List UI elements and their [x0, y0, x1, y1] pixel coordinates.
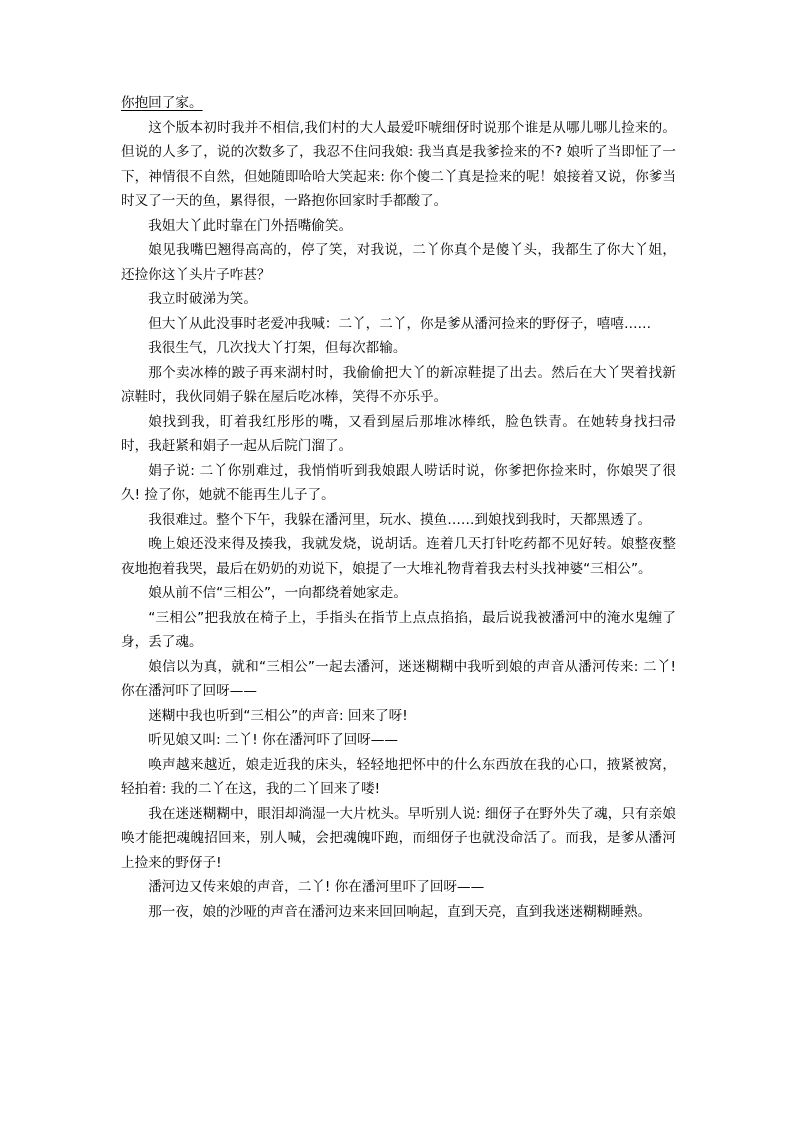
paragraph-20: 潘河边又传来娘的声音，二丫! 你在潘河里吓了回呀—— [148, 879, 485, 895]
paragraph-2: 这个版本初时我并不相信,我们村的大人最爱吓唬细伢时说那个谁是从哪儿哪儿捡来的。但说的人多了，说的次数多了，我忍不住问我娘: 我当真是我爹捡来的不? 娘听了当即怔了一下，神情很不自然，但她随即哈哈大笑起来: 你个傻二丫真是捡来的呢！娘接着又说，你爹当时叉了一天的鱼，累得很，一路抱你回家时手都酸了。 [121, 119, 676, 209]
paragraph-1: 你抱回了家。 [121, 95, 203, 111]
paragraph-19: 我在迷迷糊糊中，眼泪却淌湿一大片枕头。早听别人说: 细伢子在野外失了魂，只有亲娘唤才能把魂魄招回来，别人喊，会把魂魄吓跑，而细伢子也就没命活了。而我，是爹从潘河上捡来的野伢子! [121, 805, 676, 871]
paragraph-17: 听见娘又叫: 二丫! 你在潘河吓了回呀—— [148, 732, 398, 748]
paragraph-14: “三相公”把我放在椅子上，手指头在指节上点点掐掐，最后说我被潘河中的淹水鬼缠了身，丢了魂。 [121, 609, 676, 650]
paragraph-6: 但大丫从此没事时老爱冲我喊：二丫，二丫，你是爹从潘河捡来的野伢子，嘻嘻…… [148, 315, 652, 332]
paragraph-13: 娘从前不信“三相公”，一向都绕着她家走。 [148, 585, 407, 601]
paragraph-18: 唤声越来越近，娘走近我的床头，轻轻地把怀中的什么东西放在我的心口，掖紧被窝，轻拍着: 我的二丫在这，我的二丫回来了喽! [121, 756, 676, 797]
paragraph-16: 迷糊中我也听到“三相公”的声音: 回来了呀! [148, 707, 408, 724]
article-body [121, 91, 676, 924]
paragraph-9: 娘找到我，盯着我红彤彤的嘴，又看到屋后那堆冰棒纸，脸色铁青。在她转身找扫帚时，我赶紧和娟子一起从后院门溜了。 [121, 413, 676, 454]
paragraph-10: 娟子说: 二丫你别难过，我悄悄听到我娘跟人唠话时说，你爹把你捡来时，你娘哭了很久! 捡了你，她就不能再生儿子了。 [121, 462, 676, 503]
paragraph-15: 娘信以为真，就和“三相公”一起去潘河，迷迷糊糊中我听到娘的声音从潘河传来: 二丫! 你在潘河吓了回呀—— [121, 658, 676, 699]
paragraph-3: 我姐大丫此时靠在门外捂嘴偷笑。 [148, 217, 353, 234]
paragraph-12: 晚上娘还没来得及揍我，我就发烧，说胡话。连着几天打针吃药都不见好转。娘整夜整夜地抱着我哭，最后在奶奶的劝说下，娘提了一大堆礼物背着我去村头找神婆“三相公”。 [121, 536, 676, 577]
paragraph-4: 娘见我嘴巴翘得高高的，停了笑，对我说，二丫你真个是傻丫头，我都生了你大丫姐，还捡你这丫头片子咋甚？ [121, 242, 676, 283]
paragraph-8: 那个卖冰棒的跛子再来湖村时，我偷偷把大丫的新凉鞋提了出去。然后在大丫哭着找新凉鞋时，我伙同娟子躲在屋后吃冰棒，笑得不亦乐乎。 [121, 364, 676, 405]
paragraph-5: 我立时破涕为笑。 [148, 291, 257, 307]
paragraph-21: 那一夜，娘的沙哑的声音在潘河边来来回回响起，直到天亮，直到我迷迷糊糊睡熟。 [148, 903, 652, 920]
paragraph-11: 我很难过。整个下午，我躲在潘河里，玩水、摸鱼……到娘找到我时，天都黑透了。 [148, 511, 652, 528]
paragraph-7: 我很生气，几次找大丫打架，但每次都输。 [148, 340, 407, 356]
